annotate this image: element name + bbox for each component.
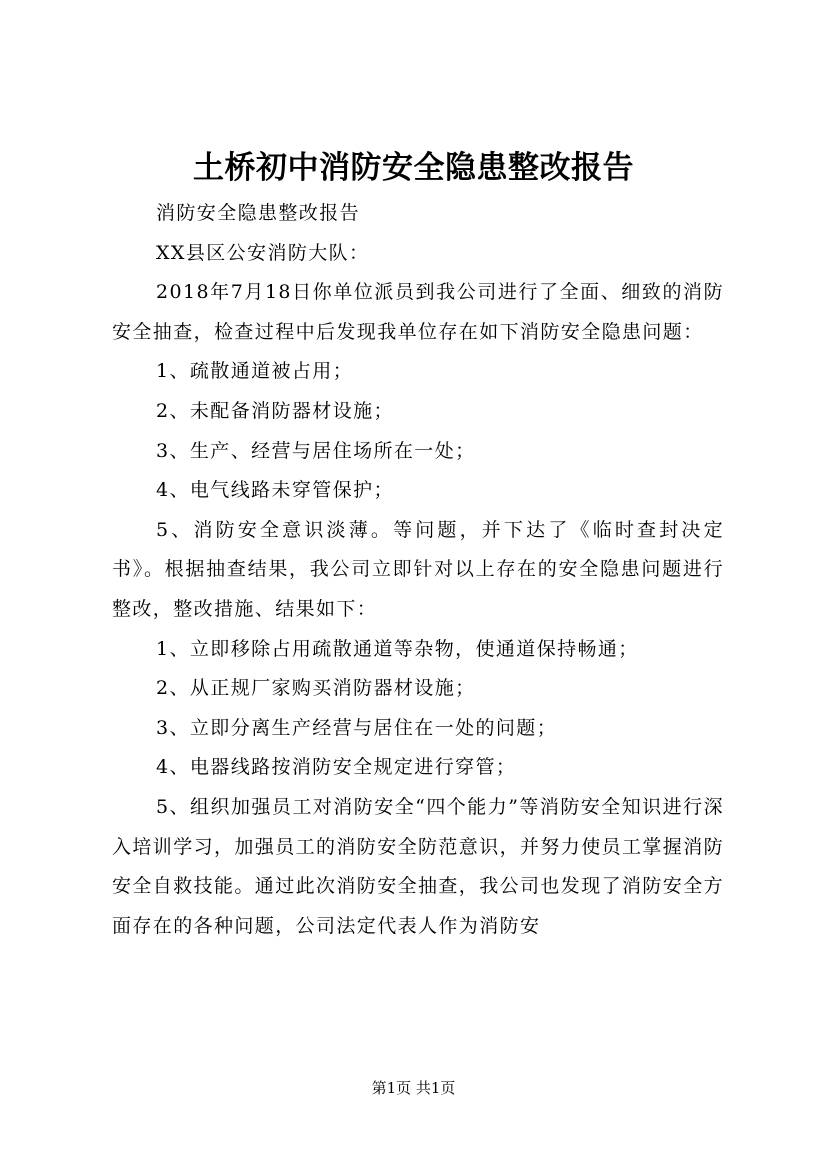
document-body [112,194,724,946]
paragraph-issue-1: 1、疏散通道被占用； [156,360,354,383]
paragraph-measure-2: 2、从正规厂家购买消防器材设施； [156,677,476,700]
document-title: 土桥初中消防安全隐患整改报告 [193,150,634,186]
paragraph-subtitle: 消防安全隐患整改报告 [156,202,361,224]
paragraph-issue-2: 2、未配备消防器材设施； [156,399,394,422]
paragraph-measure-5: 5、组织加强员工对消防安全“四个能力”等消防安全知识进行深入培训学习，加强员工的消防安全防范意识，并努力使员工掌握消防安全自救技能。通过此次消防安全抽查，我公司也发现了消防安全方面存在的各种问题，公司法定代表人作为消防安 [112,795,725,937]
paragraph-inspection-intro: 2018年7月18日你单位派员到我公司进行了全面、细致的消防安全抽查，检查过程中后发现我单位存在如下消防安全隐患问题： [112,281,724,343]
paragraph-measure-3: 3、立即分离生产经营与居住在一处的问题； [156,716,558,739]
paragraph-measure-1: 1、立即移除占用疏散通道等杂物，使通道保持畅通； [156,637,639,660]
paragraph-addressee: XX县区公安消防大队： [156,241,370,264]
paragraph-measure-4: 4、电器线路按消防安全规定进行穿管； [156,756,517,779]
page-footer: 第1页 共1页 [371,1079,456,1097]
paragraph-issue-3: 3、生产、经营与居住场所在一处； [156,439,476,462]
paragraph-issue-4: 4、电气线路未穿管保护； [156,479,394,502]
paragraph-issue-5-and-measures-intro: 5、消防安全意识淡薄。等问题，并下达了《临时查封决定书》。根据抽查结果，我公司立即针对以上存在的安全隐患问题进行整改，整改措施、结果如下： [112,518,724,620]
